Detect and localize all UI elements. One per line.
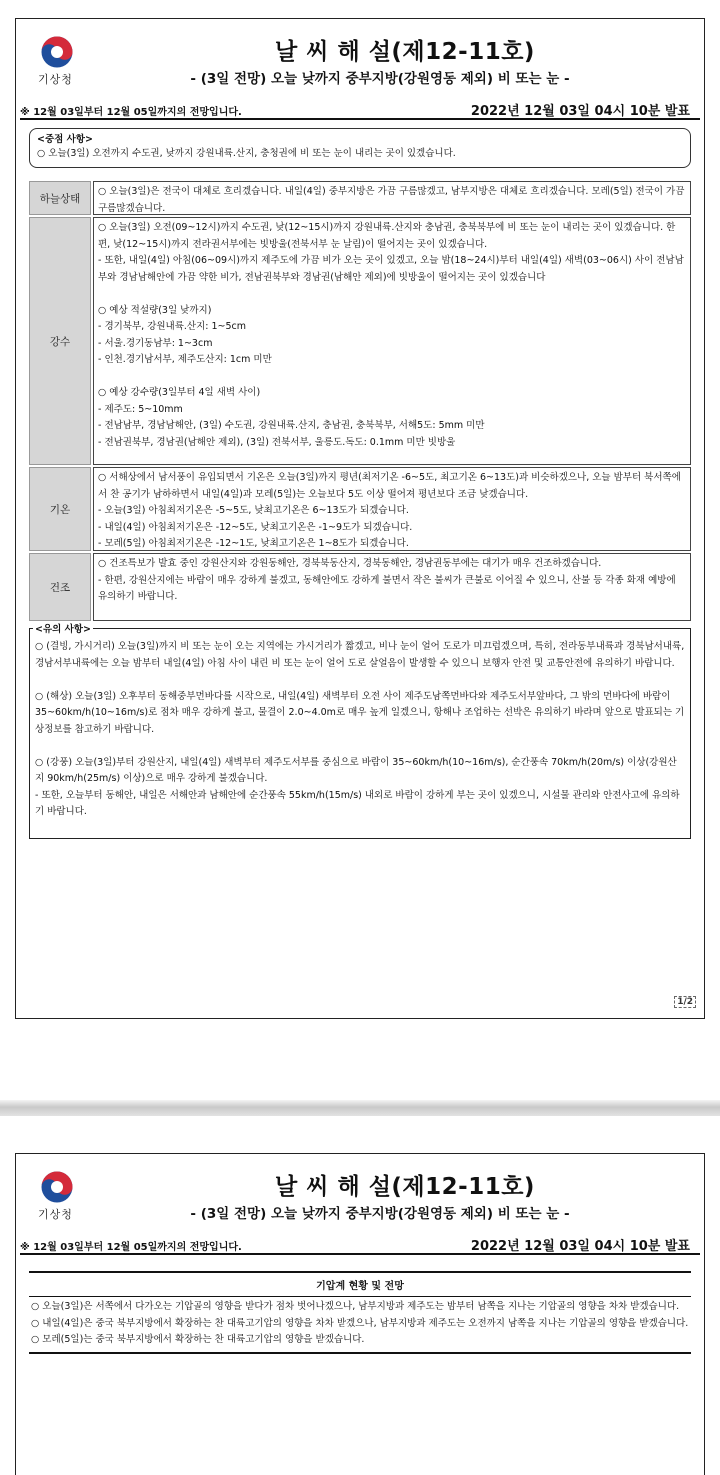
caution-line: ○ (결빙, 가시거리) 오늘(3일)까지 비 또는 눈이 오는 지역에는 가시거리가 짧겠고, 비나 눈이 얼어 도로가 미끄럽겠으며, 특히, 전라동부내륙과 경북남서내륙, 경남서부내륙에는 오늘 밤부터 내일(4일) 아침 사이 내린 비 또는 눈이 얼어 도로 살얼음이 발생할 수 있으니 보행자 안전 및 교통안전에 유의하기 바랍니다. [35,641,685,669]
section-line: ○ 예상 적설량(3일 낮까지) [98,304,212,316]
forecast-period: ※ 12월 03일부터 12월 05일까지의 전망입니다. [20,107,242,118]
meta-bar [16,1226,704,1258]
section-line: - 한편, 강원산지에는 바람이 매우 강하게 불겠고, 동해안에도 강하게 불면서 작은 불씨가 큰불로 이어질 수 있으니, 산불 등 각종 화재 예방에 유의하기 바랍니다. [98,574,676,602]
caution-title: <유의 사항> [33,622,93,639]
key-points-box [29,128,691,168]
section-content [93,467,691,551]
section-line: - 서울.경기동남부: 1~3cm [98,337,213,349]
page-title: 날 씨 해 설(제12-11호) [275,1174,535,1200]
section-line: - 전남남부, 경남남해안, (3일) 수도권, 강원내륙.산지, 충남권, 충북북부, 서해5도: 5mm 미만 [98,420,485,431]
section-content [93,217,691,465]
pressure-line: ○ 모레(5일)는 중국 북부지방에서 확장하는 찬 대륙고기압의 영향을 받겠습니다. [31,1334,365,1345]
issued-time: 2022년 12월 03일 04시 10분 발표 [470,1239,690,1254]
issued-time: 2022년 12월 03일 04시 10분 발표 [470,104,690,119]
section-line: - 오늘(3일) 아침최저기온은 -5~5도, 낮최고기온은 6~13도가 되겠습니다. [98,505,409,516]
page-separator [0,1100,720,1116]
page-subtitle: - (3일 전망) 오늘 낮까지 중부지방(강원영동 제외) 비 또는 눈 - [190,71,570,87]
caution-box [29,624,691,839]
agency-name: 기상청 [38,73,73,86]
section-sky [29,181,691,215]
forecast-period: ※ 12월 03일부터 12월 05일까지의 전망입니다. [20,1242,242,1253]
caution-line: ○ (해상) 오늘(3일) 오후부터 동해중부먼바다를 시작으로, 내일(4일) 새벽부터 오전 사이 제주도남쪽먼바다와 제주도서부앞바다, 그 밖의 먼바다에 바람이 35~60km/h(10~16m/s)로 점차 매우 강하게 불고, 물결이 2.0~4.0m로 매우 높게 일겠으니, 항해나 조업하는 선박은 유의하기 바라며 앞으로 발표되는 기상정보를 참고하기 바랍니다. [35,690,685,735]
section-line: ○ 건조특보가 발효 중인 강원산지와 강원동해안, 경북북동산지, 경북동해안, 경남권동부에는 대기가 매우 건조하겠습니다. [98,558,602,569]
spacer [35,738,685,755]
caution-line: ○ (강풍) 오늘(3일)부터 강원산지, 내일(4일) 새벽부터 제주도서부를 중심으로 바람이 35~60km/h(10~16m/s), 순간풍속 70km/h(20m/s) 이상(강원산지 90km/h(25m/s) 이상)으로 매우 강하게 불겠습니다. [35,756,677,784]
key-points-text: ○ 오늘(3일) 오전까지 수도권, 낮까지 강원내륙.산지, 충청권에 비 또는 눈이 내리는 곳이 있겠습니다. [37,148,456,159]
section-line: - 인천.경기남서부, 제주도산지: 1cm 미만 [98,354,272,365]
section-line: - 전남권북부, 경남권(남해안 제외), (3일) 전북서부, 울릉도.독도: 0.1mm 미만 빗방울 [98,436,456,448]
agency-name: 기상청 [38,1208,73,1221]
section-label: 하늘상태 [29,181,91,215]
spacer [35,672,685,689]
divider [20,118,700,120]
section-label: 강수 [29,217,91,465]
meta-bar [16,91,704,123]
page-header [16,1154,704,1226]
caution-line: - 또한, 오늘부터 동해안, 내일은 서해안과 남해안에 순간풍속 55km/h(15m/s) 내외로 바람이 강하게 부는 곳이 있겠으니, 시설물 관리와 안전사고에 유의하기 바랍니다. [35,789,680,817]
section-line: ○ 오늘(3일)은 전국이 대체로 흐리겠습니다. 내일(4일) 중부지방은 가끔 구름많겠고, 남부지방은 대체로 흐리겠습니다. 모레(5일) 전국이 가끔 구름많겠습니다. [98,186,685,214]
section-line: - 경기북부, 강원내륙.산지: 1~5cm [98,321,247,332]
section-label: 건조 [29,553,91,621]
section-temperature [29,467,691,551]
page-subtitle: - (3일 전망) 오늘 낮까지 중부지방(강원영동 제외) 비 또는 눈 - [190,1206,570,1222]
pressure-title: 기압계 현황 및 전망 [29,1273,691,1297]
document-page-1 [15,18,705,1019]
page-header [16,19,704,91]
section-content [93,181,691,215]
section-line: - 모레(5일) 아침최저기온은 -12~1도, 낮최고기온은 1~8도가 되겠습니다. [98,538,409,549]
section-label: 기온 [29,467,91,551]
section-line: ○ 서해상에서 남서풍이 유입되면서 기온은 오늘(3일)까지 평년(최저기온 -6~5도, 최고기온 6~13도)과 비슷하겠으나, 오늘 밤부터 북서쪽에서 찬 공기가 남하하면서 내일(4일)과 모레(5일)는 오늘보다 5도 이상 떨어져 평년보다 조금 낮겠습니다. [98,472,681,500]
section-line: - 또한, 내일(4일) 아침(06~09시)까지 제주도에 가끔 비가 오는 곳이 있겠고, 오늘 밤(18~24시)부터 내일(4일) 새벽(03~06시) 사이 전남남부와 경남남해안에 가끔 약한 비가, 전남권북부와 경남권(남해안 제외)에 빗방울이 떨어지는 곳이 있겠습니다 [98,255,684,283]
pressure-line: ○ 오늘(3일)은 서쪽에서 다가오는 기압골의 영향을 받다가 점차 벗어나겠으나, 남부지방과 제주도는 밤부터 남쪽을 지나는 기압골의 영향을 차차 받겠습니다. [31,1301,680,1312]
section-line: - 내일(4일) 아침최저기온은 -12~5도, 낮최고기온은 -1~9도가 되겠습니다. [98,521,413,533]
pressure-line: ○ 내일(4일)은 중국 북부지방에서 확장하는 찬 대륙고기압의 영향을 차차 받겠으나, 남부지방과 제주도는 오전까지 남쪽을 지나는 기압골의 영향을 받겠습니다. [31,1317,689,1329]
pressure-section [29,1271,691,1354]
divider [20,1253,700,1255]
key-points-title: <중점 사항> [37,134,93,145]
section-precipitation [29,217,691,465]
pressure-content [29,1297,691,1354]
document-page-2 [15,1153,705,1475]
section-dryness [29,553,691,621]
spacer [98,286,686,303]
page-number: 1/2 [674,996,696,1008]
section-line: ○ 오늘(3일) 오전(09~12시)까지 수도권, 낮(12~15시)까지 강원내륙.산지와 충남권, 충북북부에 비 또는 눈이 내리는 곳이 있겠습니다. 한편, 낮(12~15시)까지 전라권서부에는 빗방울(전북서부 눈 날림)이 떨어지는 곳이 있겠습니다. [98,222,676,250]
page-title: 날 씨 해 설(제12-11호) [275,39,535,65]
section-line: - 제주도: 5~10mm [98,403,183,415]
spacer [98,369,686,386]
section-content [93,553,691,621]
section-line: ○ 예상 강수량(3일부터 4일 새벽 사이) [98,387,261,398]
